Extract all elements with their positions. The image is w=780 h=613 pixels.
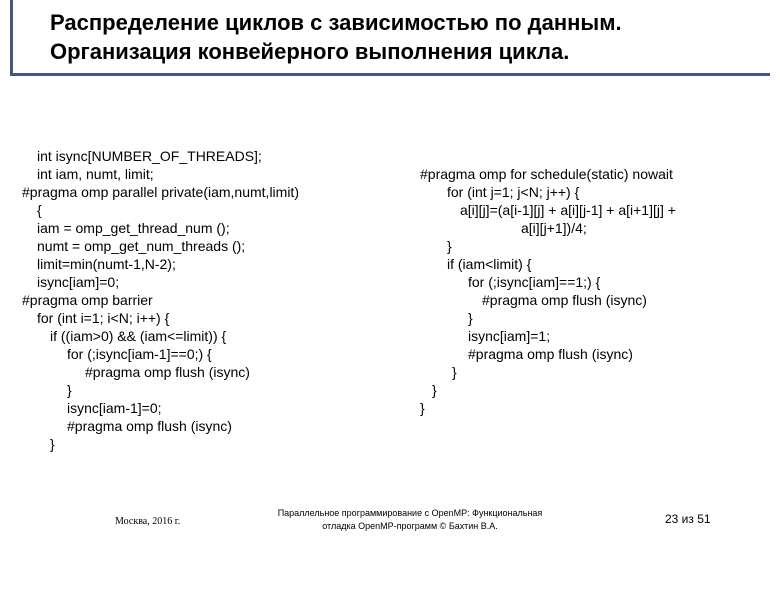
code-left-line-5: iam = omp_get_thread_num (); [37, 220, 230, 236]
code-right-line-12: } [452, 364, 457, 380]
code-left-line-4: { [37, 202, 42, 218]
code-left-line-11: if ((iam>0) && (iam<=limit)) { [50, 328, 227, 344]
code-right-line-4: a[i][j+1])/4; [521, 220, 587, 236]
footer-location-date: Москва, 2016 г. [115, 516, 181, 527]
code-right-line-11: #pragma omp flush (isync) [468, 346, 633, 362]
code-left-line-15: isync[iam-1]=0; [67, 400, 162, 416]
slide-title-line-2: Организация конвейерного выполнения цикла. [50, 39, 570, 64]
code-left-line-7: limit=min(numt-1,N-2); [37, 256, 176, 272]
code-left-line-17: } [50, 436, 55, 452]
code-right-line-9: } [468, 310, 473, 326]
code-left-line-9: #pragma omp barrier [22, 292, 153, 308]
code-left-line-6: numt = omp_get_num_threads (); [37, 238, 246, 254]
footer-course-line-2: отладка OpenMP-программ © Бахтин В.А. [322, 521, 498, 531]
code-left-line-13: #pragma omp flush (isync) [85, 364, 250, 380]
footer-course-line-1: Параллельное программирование с OpenMP: Функциональная [277, 508, 543, 518]
code-right-line-8: #pragma omp flush (isync) [482, 292, 647, 308]
code-right-line-5: } [447, 238, 452, 254]
code-right-line-2: for (int j=1; j<N; j++) { [447, 184, 580, 200]
code-left-line-16: #pragma omp flush (isync) [67, 418, 232, 434]
code-right-line-13: } [432, 382, 437, 398]
code-right-line-7: for (;isync[iam]==1;) { [468, 274, 601, 290]
code-left-line-3: #pragma omp parallel private(iam,numt,limit) [22, 184, 299, 200]
slide-title-line-1: Распределение циклов с зависимостью по данным. [50, 10, 622, 35]
footer-course-info [240, 507, 580, 533]
code-right-line-6: if (iam<limit) { [447, 256, 532, 272]
code-right-line-1: #pragma omp for schedule(static) nowait [420, 166, 673, 182]
code-left-line-2: int iam, numt, limit; [37, 166, 154, 182]
page-number: 23 из 51 [665, 512, 711, 526]
code-left-line-1: int isync[NUMBER_OF_THREADS]; [37, 148, 262, 164]
code-right-line-14: } [420, 400, 425, 416]
code-left-line-14: } [67, 382, 72, 398]
code-left-line-10: for (int i=1; i<N; i++) { [37, 310, 170, 326]
code-left-line-12: for (;isync[iam-1]==0;) { [67, 346, 212, 362]
code-right-line-3: a[i][j]=(a[i-1][j] + a[i][j-1] + a[i+1][j] + [460, 202, 676, 218]
code-right-line-10: isync[iam]=1; [468, 328, 551, 344]
code-left-line-8: isync[iam]=0; [37, 274, 120, 290]
